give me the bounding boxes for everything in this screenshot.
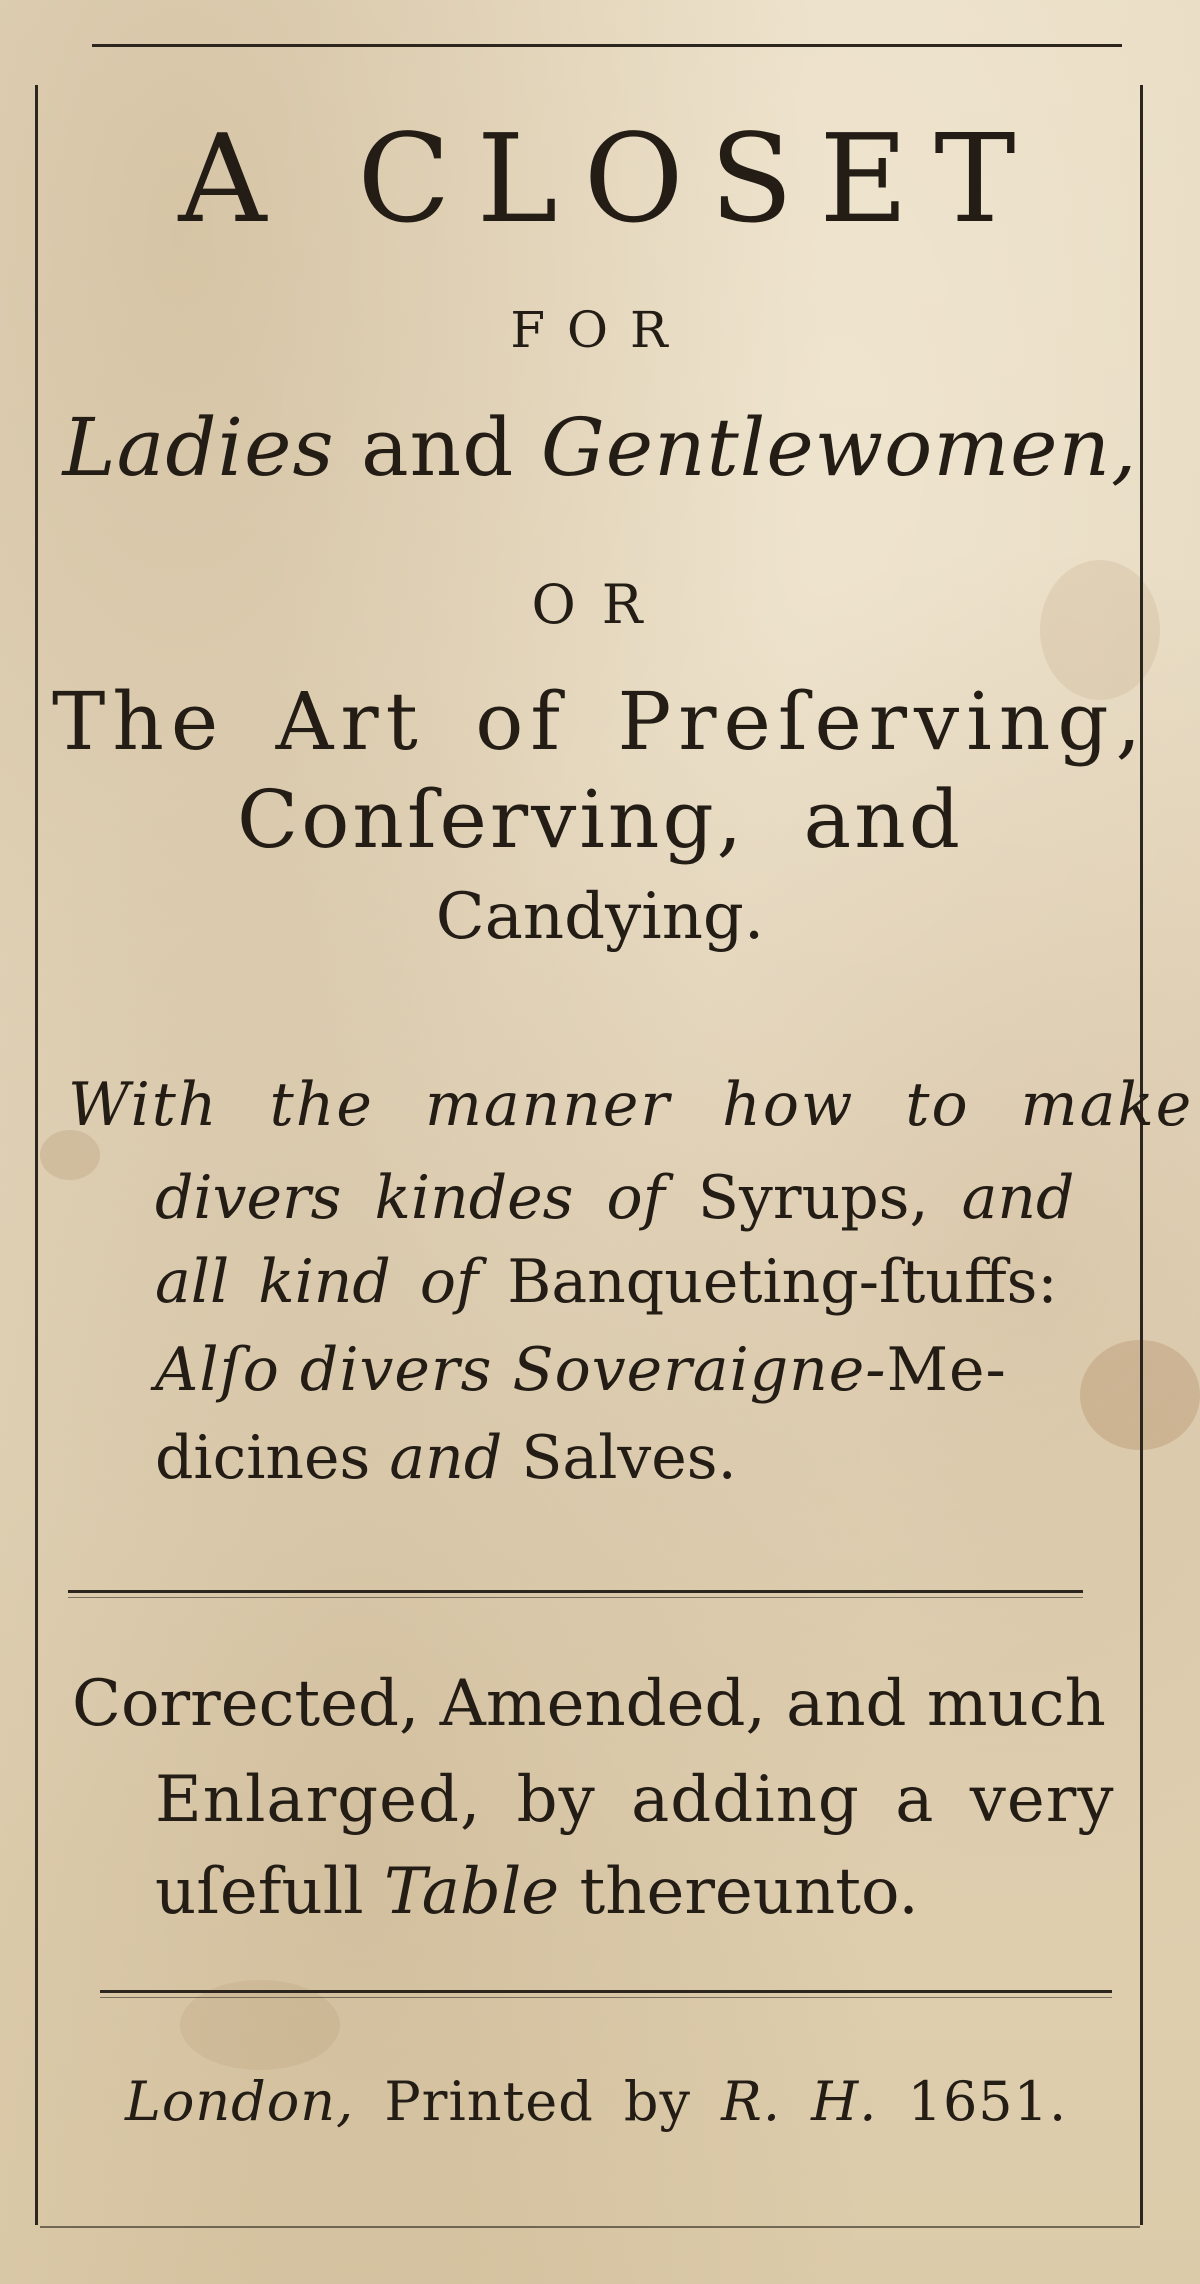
subtitle-line-3: [155, 1247, 1058, 1317]
imprint-line: [125, 2070, 1068, 2133]
correction-italic-text: Table: [383, 1855, 560, 1929]
imprint-printed-by: Printed by: [354, 2070, 722, 2133]
subtitle-roman-text: Me-: [886, 1335, 1007, 1405]
subtitle-roman-text: Banqueting-ſtuffs:: [507, 1247, 1058, 1317]
title-conserving-line: Conſerving, and: [237, 773, 963, 866]
subtitle-italic-text: all kind of: [155, 1247, 508, 1317]
main-title: A CLOSET: [178, 108, 1042, 250]
divider-rule: [100, 1990, 1112, 1993]
subtitle-italic-text: and: [961, 1163, 1075, 1233]
subtitle-roman-text: Salves.: [521, 1423, 737, 1493]
correction-line-1: Corrected, Amended, and much: [72, 1667, 1106, 1741]
title-ladies-line: [0, 401, 1200, 494]
ladies-and-word: and: [334, 401, 541, 494]
divider-rule: [68, 1590, 1083, 1593]
subtitle-line-4: [155, 1335, 1007, 1405]
paper-stain: [180, 1980, 340, 2070]
correction-line-3: [155, 1855, 919, 1929]
subtitle-line-1: With the manner how to make: [68, 1070, 1194, 1140]
gentlewomen-word: Gentlewomen,: [540, 401, 1138, 494]
correction-roman-text: uſefull: [155, 1855, 384, 1929]
title-or: OR: [531, 573, 669, 636]
frame-top-rule: [92, 44, 1122, 47]
frame-left-rule: [35, 85, 38, 2225]
ladies-word: Ladies: [62, 401, 335, 494]
divider-rule-thin: [100, 1997, 1112, 1998]
subtitle-italic-text: divers kindes of: [155, 1163, 698, 1233]
frame-right-rule: [1140, 85, 1143, 2225]
frame-bottom-rule: [40, 2226, 1140, 2228]
subtitle-italic-text: and: [389, 1423, 522, 1493]
title-for: FOR: [510, 301, 690, 359]
imprint-year: 1651.: [877, 2070, 1068, 2133]
correction-line-2: Enlarged, by adding a very: [155, 1763, 1115, 1837]
subtitle-roman-text: dicines: [155, 1423, 390, 1493]
subtitle-roman-text: Syrups,: [697, 1163, 962, 1233]
correction-roman-text: thereunto.: [559, 1855, 919, 1929]
subtitle-line-2: [155, 1163, 1075, 1233]
imprint-printer: R. H.: [721, 2070, 878, 2133]
title-candying-line: Candying.: [435, 880, 765, 954]
subtitle-line-5: [155, 1423, 737, 1493]
title-art-line: The Art of Preſerving,: [51, 675, 1148, 768]
subtitle-italic-text: Alſo divers Soveraigne-: [155, 1335, 887, 1405]
divider-rule-thin: [68, 1597, 1083, 1598]
imprint-city: London,: [125, 2070, 355, 2133]
